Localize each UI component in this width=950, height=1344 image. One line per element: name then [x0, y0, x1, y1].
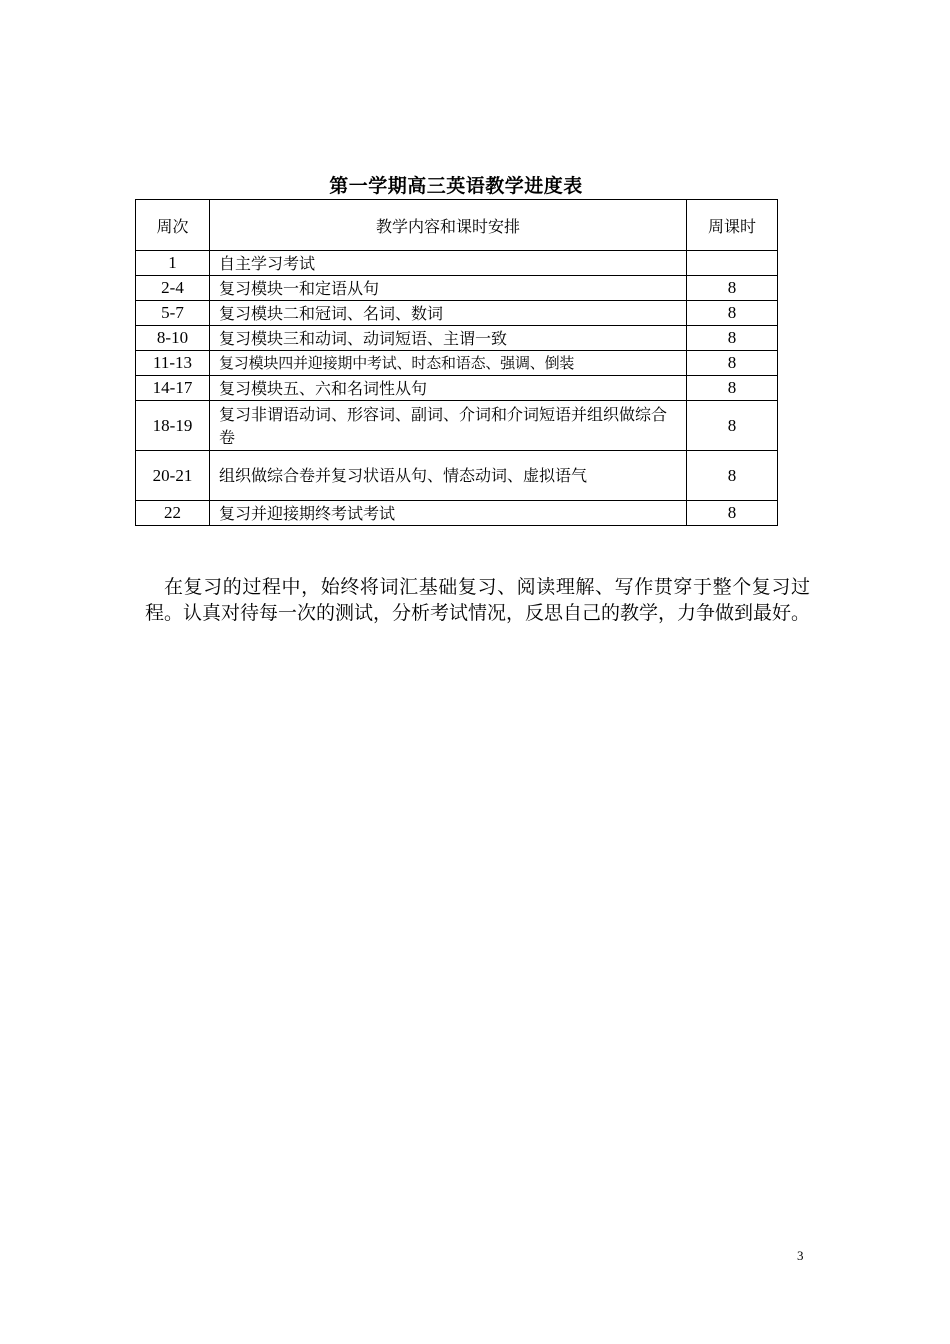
table-row: [136, 376, 778, 401]
cell-hours: 8: [687, 401, 778, 451]
table-row: [136, 401, 778, 451]
cell-hours: 8: [687, 351, 778, 376]
table-row: [136, 351, 778, 376]
table-row: [136, 451, 778, 501]
cell-hours: 8: [687, 376, 778, 401]
cell-week: 8-10: [136, 326, 210, 351]
table-title: 第一学期高三英语教学进度表: [329, 175, 583, 197]
header-content: 教学内容和课时安排: [210, 200, 687, 251]
cell-content: 复习模块三和动词、动词短语、主谓一致: [210, 326, 687, 351]
header-hours: 周课时: [687, 200, 778, 251]
cell-hours: 8: [687, 501, 778, 526]
cell-content: 复习并迎接期终考试考试: [210, 501, 687, 526]
table-row: [136, 326, 778, 351]
cell-week: 2-4: [136, 276, 210, 301]
table-row: [136, 251, 778, 276]
body-paragraph: 在复习的过程中，始终将词汇基础复习、阅读理解、写作贯穿于整个复习过程。认真对待每一次的测试，分析考试情况，反思自己的教学，力争做到最好。: [145, 576, 811, 624]
cell-content: 复习非谓语动词、形容词、副词、介词和介词短语并组织做综合卷: [210, 401, 687, 451]
cell-week: 18-19: [136, 401, 210, 451]
cell-week: 5-7: [136, 301, 210, 326]
cell-week: 1: [136, 251, 210, 276]
cell-content: 自主学习考试: [210, 251, 687, 276]
cell-content: 复习模块二和冠词、名词、数词: [210, 301, 687, 326]
cell-week: 11-13: [136, 351, 210, 376]
cell-week: 22: [136, 501, 210, 526]
header-week: 周次: [136, 200, 210, 251]
cell-hours: 8: [687, 276, 778, 301]
cell-content: 复习模块五、六和名词性从句: [210, 376, 687, 401]
cell-content: 组织做综合卷并复习状语从句、情态动词、虚拟语气: [210, 451, 687, 501]
table-row: [136, 276, 778, 301]
table-header-row: [136, 200, 778, 251]
cell-hours: 8: [687, 451, 778, 501]
cell-hours: 8: [687, 326, 778, 351]
cell-week: 14-17: [136, 376, 210, 401]
teaching-schedule-table: [135, 199, 778, 526]
page-number: 3: [797, 1248, 804, 1263]
cell-hours: 8: [687, 301, 778, 326]
cell-content: 复习模块一和定语从句: [210, 276, 687, 301]
table-row: [136, 501, 778, 526]
cell-content: 复习模块四并迎接期中考试、时态和语态、强调、倒装: [210, 351, 687, 376]
cell-hours: [687, 251, 778, 276]
cell-week: 20-21: [136, 451, 210, 501]
table-row: [136, 301, 778, 326]
